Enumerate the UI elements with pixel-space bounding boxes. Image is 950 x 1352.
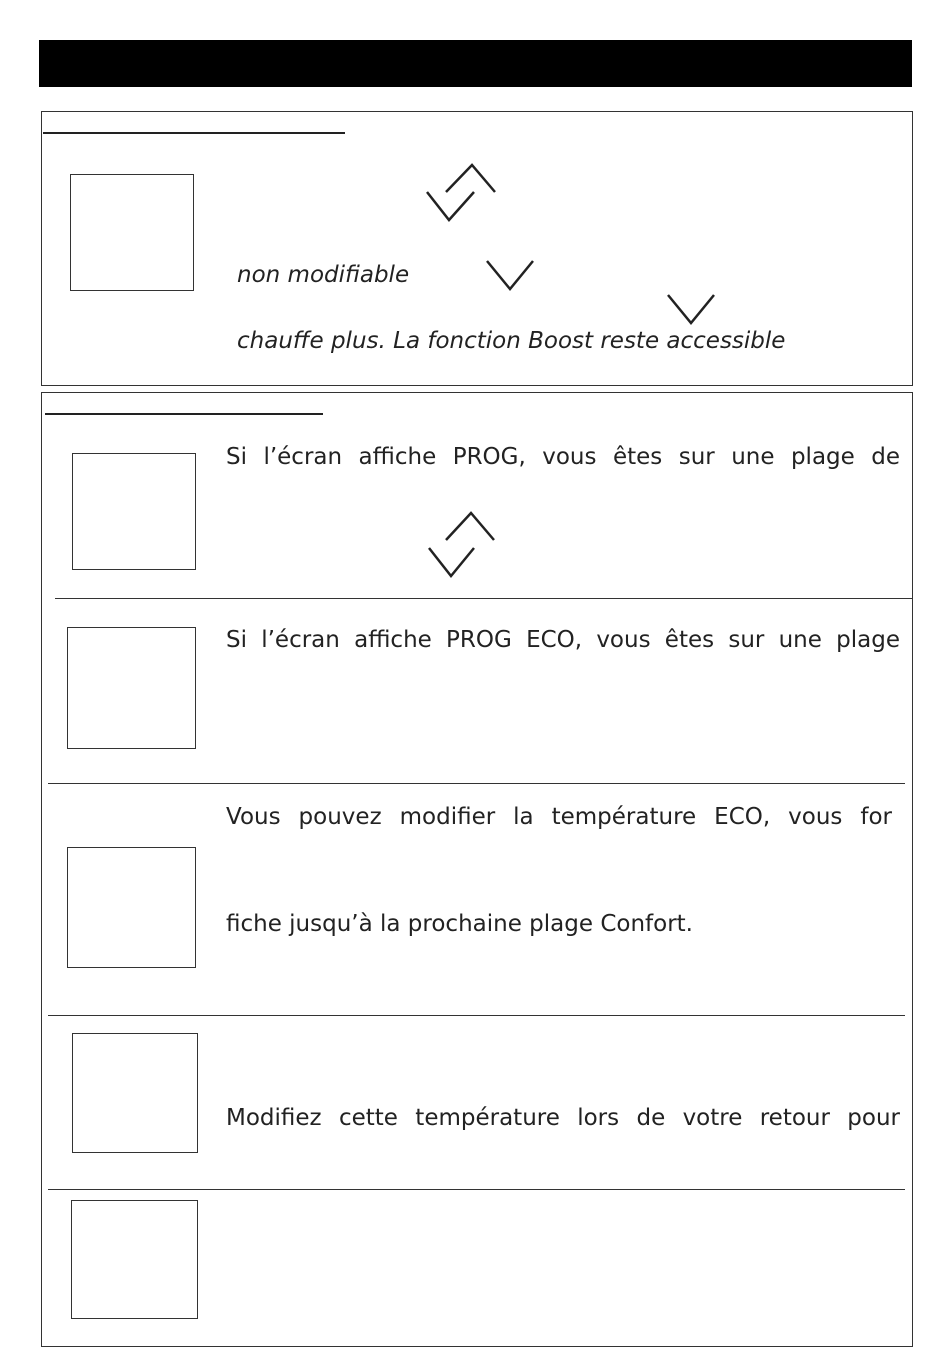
prog-display-image	[72, 453, 196, 570]
eco-temperature-display-image	[67, 847, 196, 968]
up-down-chevron-icon-2	[426, 510, 500, 580]
row-1-text: Si l’écran affiche PROG, vous êtes sur une plage de	[226, 444, 900, 470]
row-5-display-image	[71, 1200, 198, 1319]
row-4-text: Modifiez cette température lors de votre retour pour	[226, 1105, 900, 1131]
header-bar	[39, 40, 912, 87]
note-non-modifiable: non modifiable	[237, 262, 410, 288]
row-3-line-1: Vous pouvez modifier la température ECO, vous for	[226, 804, 892, 830]
row-2-text: Si l’écran affiche PROG ECO, vous êtes sur une plage	[226, 627, 900, 653]
note-boost-accessible: chauffe plus. La fonction Boost reste accessible	[237, 328, 786, 354]
down-chevron-icon	[485, 259, 535, 293]
down-chevron-icon-2	[666, 293, 716, 327]
section-1-display-image	[70, 174, 194, 291]
prog-eco-display-image	[67, 627, 196, 749]
section-2-title-rule	[45, 413, 323, 415]
up-down-chevron-icon	[424, 162, 498, 224]
section-1-title-rule	[43, 132, 345, 134]
row-divider-2	[48, 783, 905, 784]
row-divider-1	[55, 598, 913, 599]
row-divider-3	[48, 1015, 905, 1016]
row-divider-4	[48, 1189, 905, 1190]
row-3-line-2: fiche jusqu’à la prochaine plage Confort.	[226, 911, 693, 937]
return-temperature-display-image	[72, 1033, 198, 1153]
